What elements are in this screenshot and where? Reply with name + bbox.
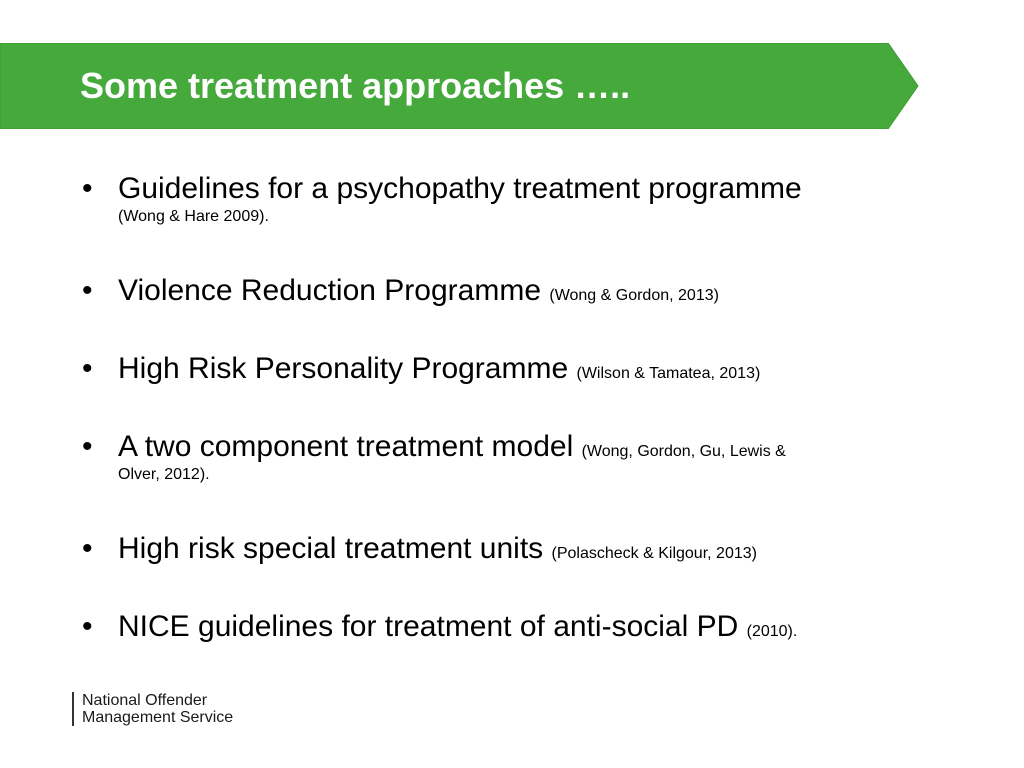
bullet-text: Guidelines for a psychopathy treatment programme <box>118 172 802 205</box>
bullet-body <box>118 609 918 645</box>
logo-line-1: National Offender <box>82 692 208 709</box>
bullet-body <box>118 351 918 387</box>
bullet-text: High risk special treatment units <box>118 532 544 565</box>
noms-logo <box>72 692 233 726</box>
bullet-text: A two component treatment model <box>118 430 574 463</box>
bullet-citation: (Wilson & Tamatea, 2013) <box>576 365 761 382</box>
bullet-text: NICE guidelines for treatment of anti-social PD <box>118 610 739 643</box>
bullet-dot: • <box>82 532 93 565</box>
slide-title: Some treatment approaches ….. <box>80 65 631 106</box>
bullet-dot: • <box>82 430 93 463</box>
bullet-body <box>118 429 918 485</box>
logo-line-2: Management Service <box>82 709 234 726</box>
bullet-citation: (Wong & Gordon, 2013) <box>549 287 719 304</box>
bullet-body <box>118 273 918 309</box>
bullet-body <box>118 531 918 567</box>
bullet-dot: • <box>82 172 93 205</box>
bullet-dot: • <box>82 274 93 307</box>
bullet-citation-continued: Olver, 2012). <box>118 466 210 483</box>
bullet-dot: • <box>82 352 93 385</box>
bullet-text: Violence Reduction Programme <box>118 274 542 307</box>
bullet-citation: (Polascheck & Kilgour, 2013) <box>551 545 757 562</box>
bullet-dot: • <box>82 610 93 643</box>
bullet-citation: (Wong, Gordon, Gu, Lewis & <box>581 443 786 460</box>
bullet-body <box>118 171 918 227</box>
bullet-citation: (2010). <box>746 623 798 640</box>
bullet-text: High Risk Personality Programme <box>118 352 569 385</box>
bullet-citation: (Wong & Hare 2009). <box>118 208 269 225</box>
